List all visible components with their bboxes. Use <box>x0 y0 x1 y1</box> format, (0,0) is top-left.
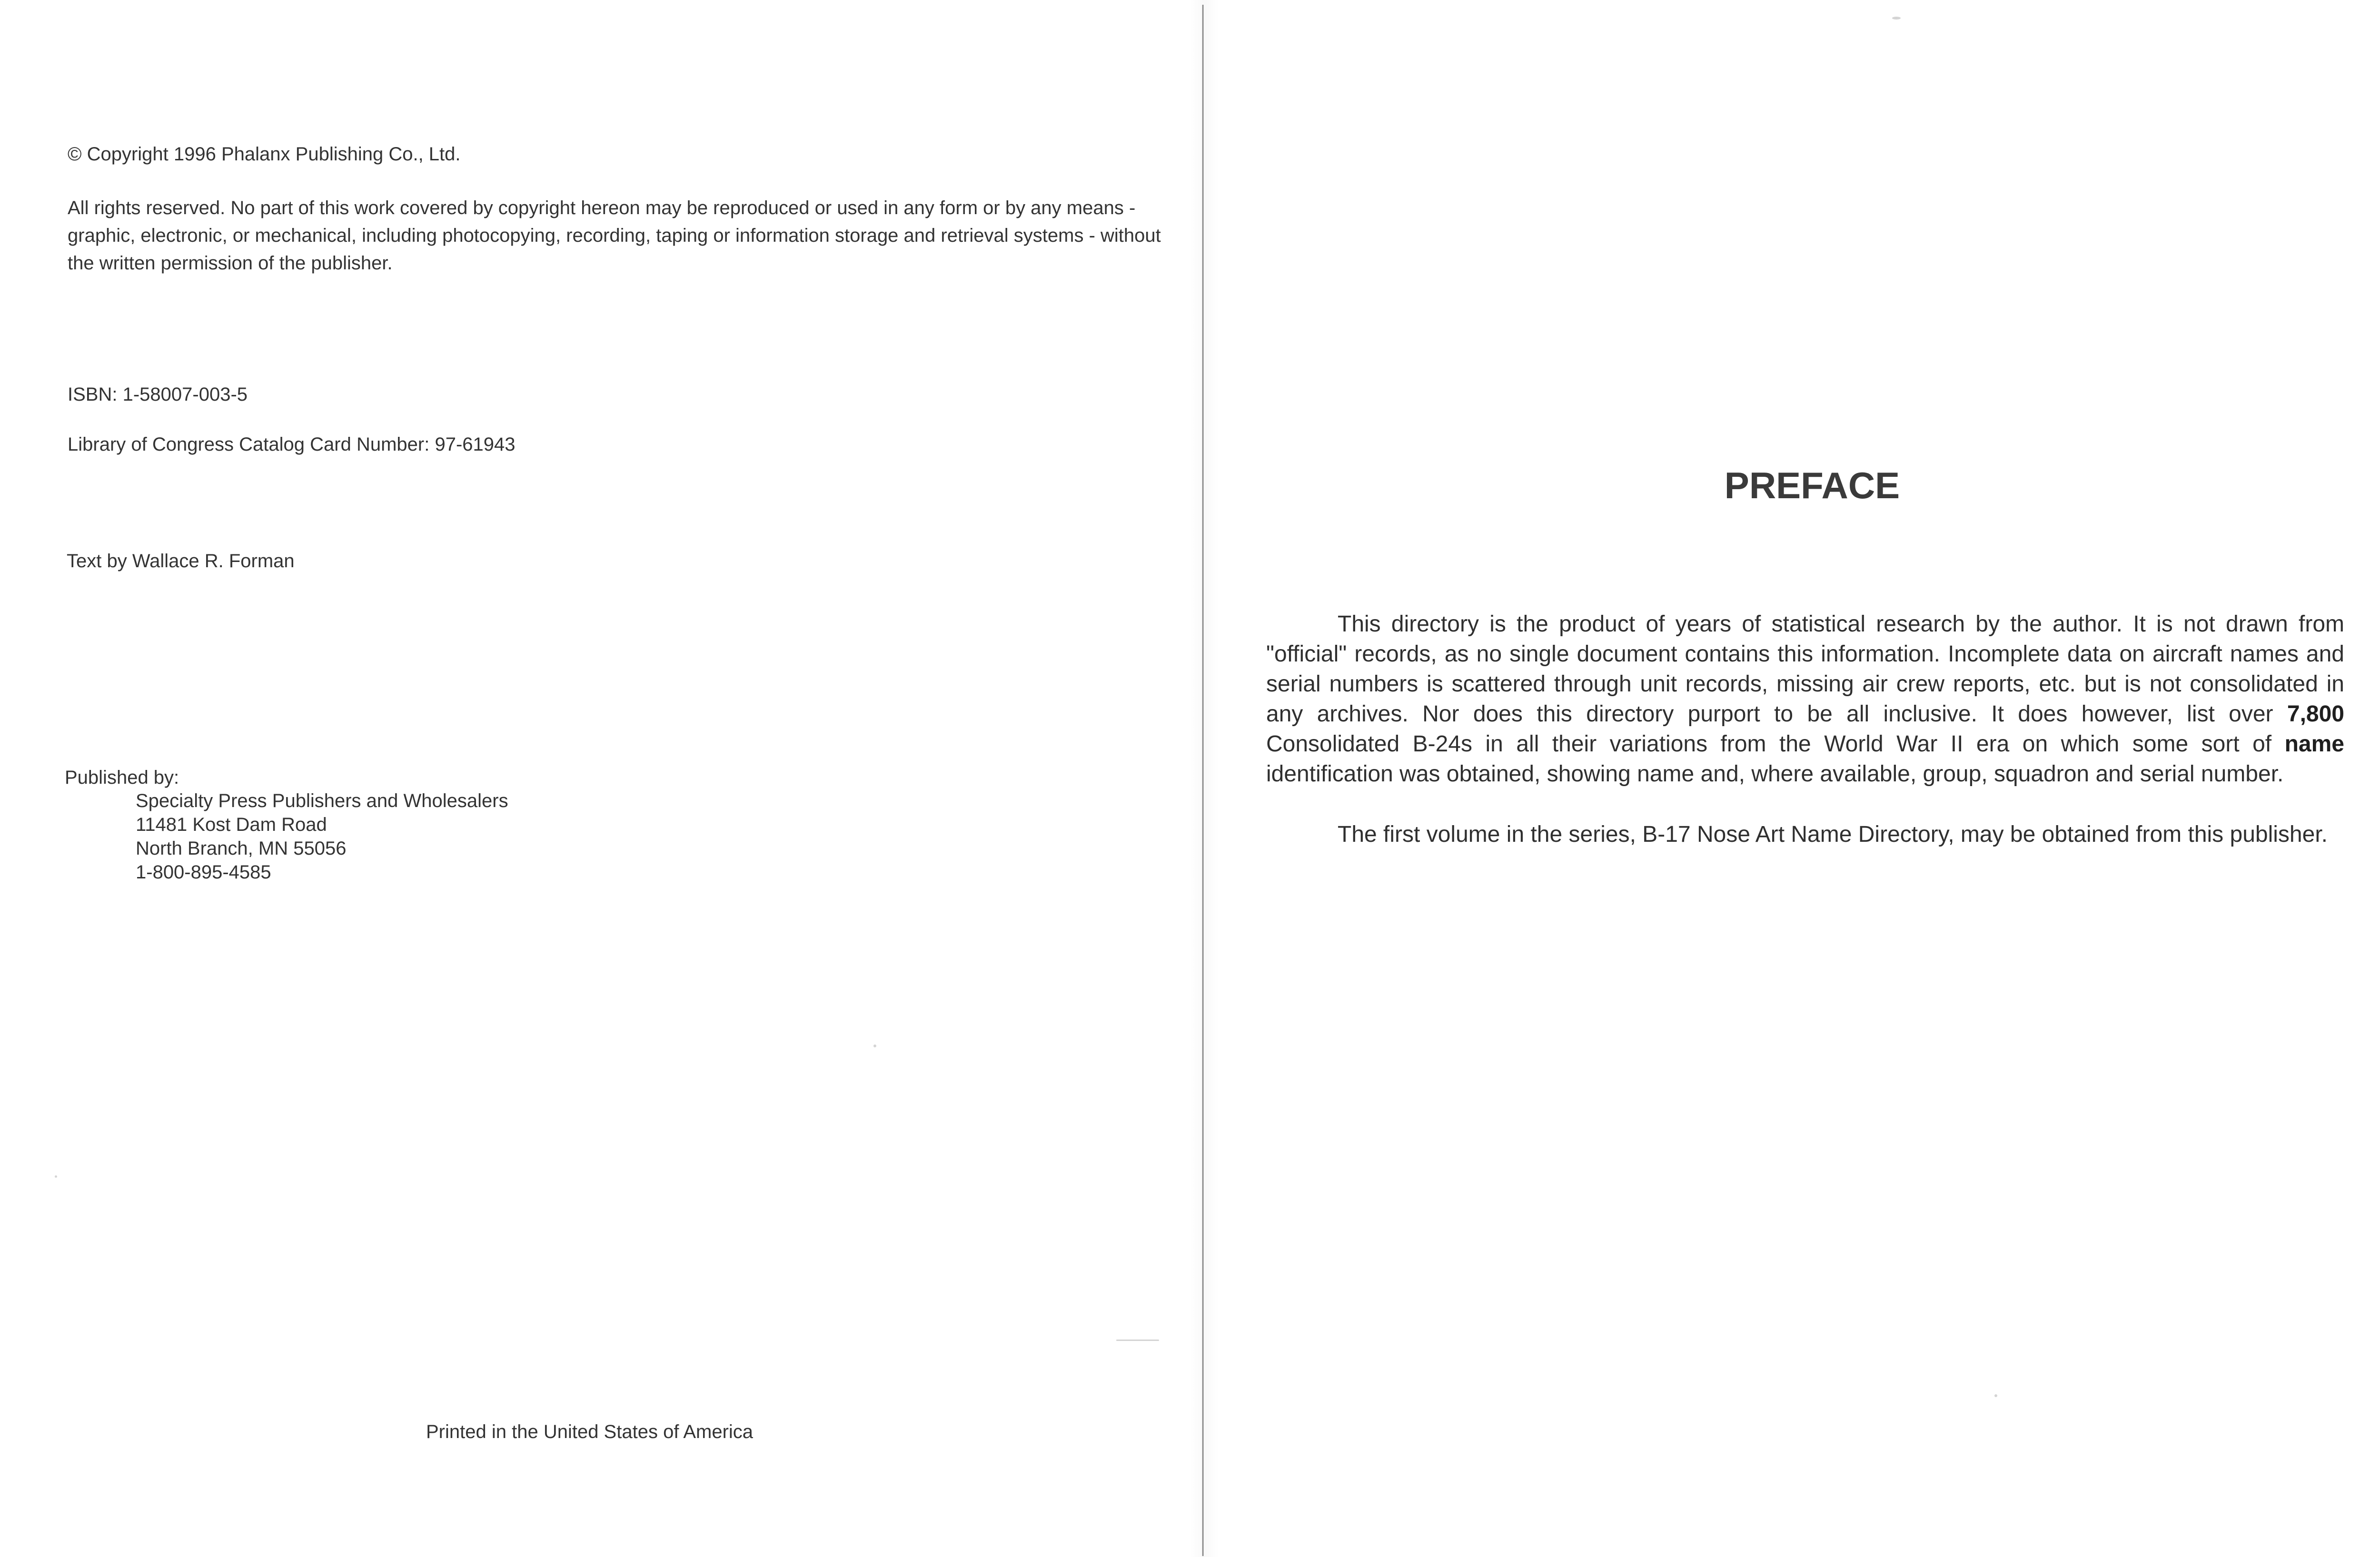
published-by-label: Published by: <box>65 767 179 788</box>
scan-speck <box>873 1045 876 1047</box>
preface-title: PREFACE <box>1724 464 1900 506</box>
book-spine-line <box>1202 5 1204 1556</box>
scan-speck <box>1892 17 1901 20</box>
aircraft-count: 7,800 <box>2287 701 2344 727</box>
publisher-city: North Branch, MN 55056 <box>136 838 347 859</box>
preface-paragraph-1 <box>1266 609 2344 789</box>
author-credit: Text by Wallace R. Forman <box>67 551 295 572</box>
copyright-notice: © Copyright 1996 Phalanx Publishing Co., Ltd. <box>68 144 461 165</box>
emphasized-word-name: name <box>2284 731 2344 757</box>
isbn: ISBN: 1-58007-003-5 <box>68 384 248 405</box>
rights-reserved-statement: All rights reserved. No part of this work covered by copyright hereon may be reproduced or used in any form or by any means - graphic, electronic, or mechanical, including photocopying, recording, taping or information storage and retrieval systems - without the written permission of the publisher. <box>68 197 1161 274</box>
scan-speck <box>1994 1394 1997 1397</box>
scan-speck <box>55 1175 57 1178</box>
preface-paragraph-2: The first volume in the series, B-17 Nose Art Name Directory, may be obtained from this publisher. <box>1338 822 2328 847</box>
publisher-phone: 1-800-895-4585 <box>136 862 271 883</box>
publisher-name: Specialty Press Publishers and Wholesalers <box>136 790 508 811</box>
preface-paragraph-1-text-c: identification was obtained, showing name and, where available, group, squadron and serial number. <box>1266 761 2284 787</box>
printed-in-notice: Printed in the United States of America <box>426 1421 754 1442</box>
preface-paragraph-1-text-b: Consolidated B-24s in all their variations from the World War II era on which some sort of <box>1266 731 2285 757</box>
library-of-congress-number: Library of Congress Catalog Card Number: 97-61943 <box>68 434 516 455</box>
publisher-street: 11481 Kost Dam Road <box>136 814 327 835</box>
book-gutter-shadow <box>1190 0 1219 1557</box>
preface-paragraph-1-text-a: This directory is the product of years of statistical research by the author. It is not drawn from "official" records, as no single document contains this information. Incomplete data on aircraft names and serial numbers is scattered through unit records, missing air crew reports, etc. but is not consolidated in any archives. Nor does this directory purport to be all inclusive. It does however, list over <box>1266 611 2344 727</box>
publisher-address <box>136 789 508 884</box>
scan-speck <box>1116 1340 1159 1341</box>
